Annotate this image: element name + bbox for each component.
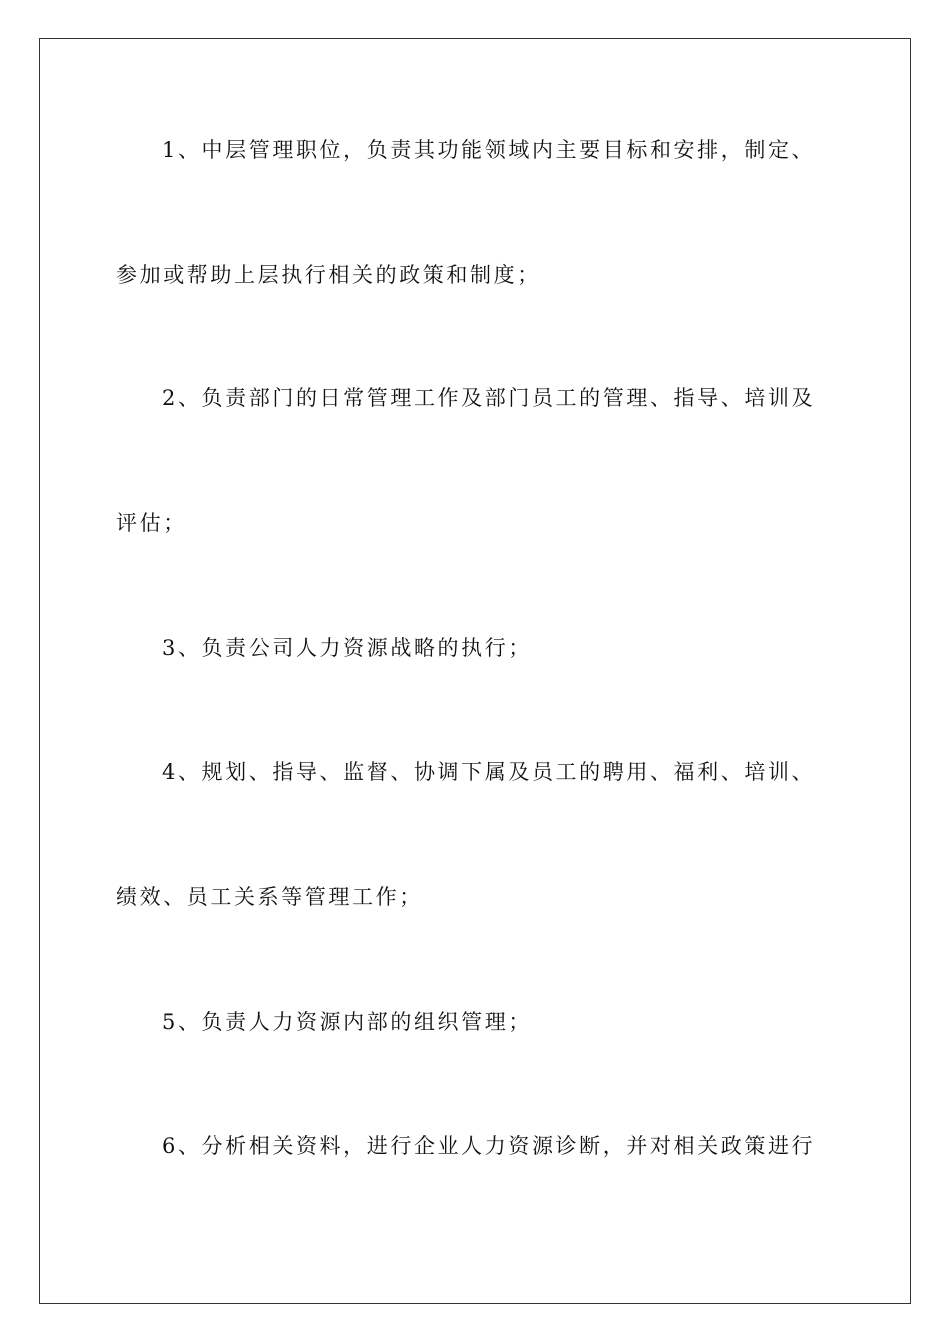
duty-4-line-2: 绩效、员工关系等管理工作； — [116, 885, 423, 909]
duty-1-line-1: 1、中层管理职位，负责其功能领域内主要目标和安排，制定、 — [162, 138, 816, 162]
duty-5-line-1: 5、负责人力资源内部的组织管理； — [162, 1010, 532, 1034]
duty-3-line-1: 3、负责公司人力资源战略的执行； — [162, 636, 532, 660]
duty-1-line-2: 参加或帮助上层执行相关的政策和制度； — [116, 263, 541, 287]
duty-2-line-1: 2、负责部门的日常管理工作及部门员工的管理、指导、培训及 — [162, 386, 816, 410]
page-border — [39, 38, 911, 1304]
duty-4-line-1: 4、规划、指导、监督、协调下属及员工的聘用、福利、培训、 — [162, 760, 816, 784]
duty-6-line-1: 6、分析相关资料，进行企业人力资源诊断，并对相关政策进行 — [162, 1134, 816, 1158]
duty-2-line-2: 评估； — [116, 511, 187, 535]
